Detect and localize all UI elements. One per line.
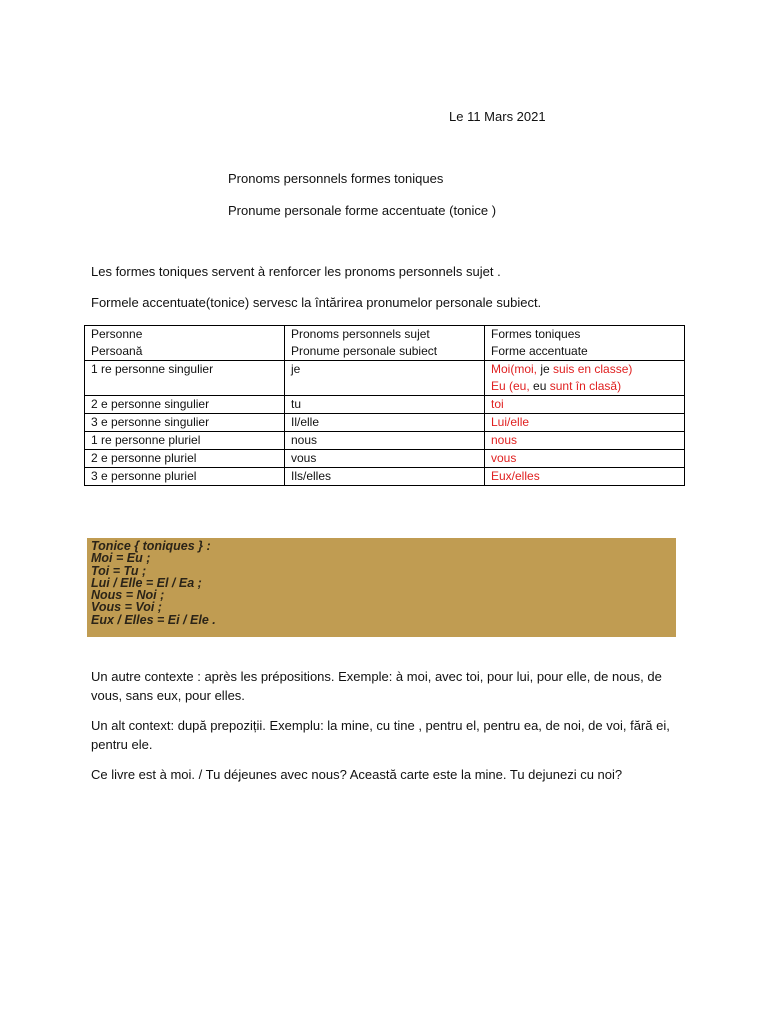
cell-subject: tu xyxy=(285,396,485,414)
tonic-ro-part-b: eu xyxy=(533,379,547,393)
tonic-summary-box xyxy=(87,538,676,637)
cell-person: 1 re personne pluriel xyxy=(85,432,285,450)
cell-tonic: Lui/elle xyxy=(485,414,685,432)
paragraph-french-context: Un autre contexte : après les prépositions. Exemple: à moi, avec toi, pour lui, pour elle, de nous, de vous, sans eux, pour elles. xyxy=(91,669,662,703)
table-header-row xyxy=(85,326,685,361)
tonic-box-line: Moi = Eu ; xyxy=(91,551,151,566)
tonic-box-line: Nous = Noi ; xyxy=(91,588,165,603)
intro-romanian: Formele accentuate(tonice) servesc la întărirea pronumelor personale subiect. xyxy=(91,295,542,310)
cell-tonic: Eux/elles xyxy=(485,468,685,486)
header-person-ro: Persoană xyxy=(91,344,143,358)
header-tonic-ro: Forme accentuate xyxy=(491,344,588,358)
cell-tonic xyxy=(485,361,685,396)
tonic-box-line: Vous = Voi ; xyxy=(91,600,162,615)
cell-tonic: vous xyxy=(485,450,685,468)
tonic-fr-part-a: Moi(moi, xyxy=(491,362,541,376)
tonic-box-line: Toi = Tu ; xyxy=(91,563,147,578)
tonic-ro-part-c: sunt în clasă) xyxy=(546,379,622,393)
tonic-box-line: Lui / Elle = El / Ea ; xyxy=(91,575,202,590)
header-person xyxy=(85,326,285,361)
table-row xyxy=(85,414,685,432)
table-row xyxy=(85,432,685,450)
document-date: Le 11 Mars 2021 xyxy=(449,109,546,124)
cell-person: 1 re personne singulier xyxy=(85,361,285,396)
tonic-example-fr xyxy=(491,361,678,378)
title-romanian: Pronume personale forme accentuate (tonice ) xyxy=(228,203,497,218)
paragraph-romanian-context: Un alt context: după prepoziții. Exemplu: la mine, cu tine , pentru el, pentru ea, de noi, de voi, fără ei, pentru ele. xyxy=(91,718,670,752)
cell-subject: vous xyxy=(285,450,485,468)
tonic-box-line: Eux / Elles = Ei / Ele . xyxy=(91,612,216,627)
table-row xyxy=(85,450,685,468)
cell-subject: Ils/elles xyxy=(285,468,485,486)
tonic-fr-part-c: suis en classe) xyxy=(549,362,633,376)
header-tonic-fr: Formes toniques xyxy=(491,327,581,341)
table-row xyxy=(85,361,685,396)
table-row xyxy=(85,468,685,486)
cell-person: 2 e personne pluriel xyxy=(85,450,285,468)
paragraph-examples: Ce livre est à moi. / Tu déjeunes avec nous? Această carte este la mine. Tu dejunezi cu noi? xyxy=(91,767,623,782)
cell-subject: nous xyxy=(285,432,485,450)
cell-tonic: nous xyxy=(485,432,685,450)
tonic-box-heading: Tonice { toniques } : xyxy=(91,539,211,553)
cell-person: 2 e personne singulier xyxy=(85,396,285,414)
tonic-example-ro xyxy=(491,378,678,395)
tonic-ro-part-a: Eu (eu, xyxy=(491,379,534,393)
cell-person: 3 e personne singulier xyxy=(85,414,285,432)
intro-french: Les formes toniques servent à renforcer les pronoms personnels sujet . xyxy=(91,264,501,279)
cell-subject: je xyxy=(285,361,485,396)
title-french: Pronoms personnels formes toniques xyxy=(228,171,444,186)
header-subject-fr: Pronoms personnels sujet xyxy=(291,327,430,341)
header-subject-ro: Pronume personale subiect xyxy=(291,344,438,358)
cell-person: 3 e personne pluriel xyxy=(85,468,285,486)
header-tonic xyxy=(485,326,685,361)
cell-tonic: toi xyxy=(485,396,685,414)
header-subject xyxy=(285,326,485,361)
header-person-fr: Personne xyxy=(91,327,143,341)
tonic-fr-part-b: je xyxy=(540,362,550,376)
pronoun-table xyxy=(84,325,685,486)
cell-subject: Il/elle xyxy=(285,414,485,432)
table-row xyxy=(85,396,685,414)
